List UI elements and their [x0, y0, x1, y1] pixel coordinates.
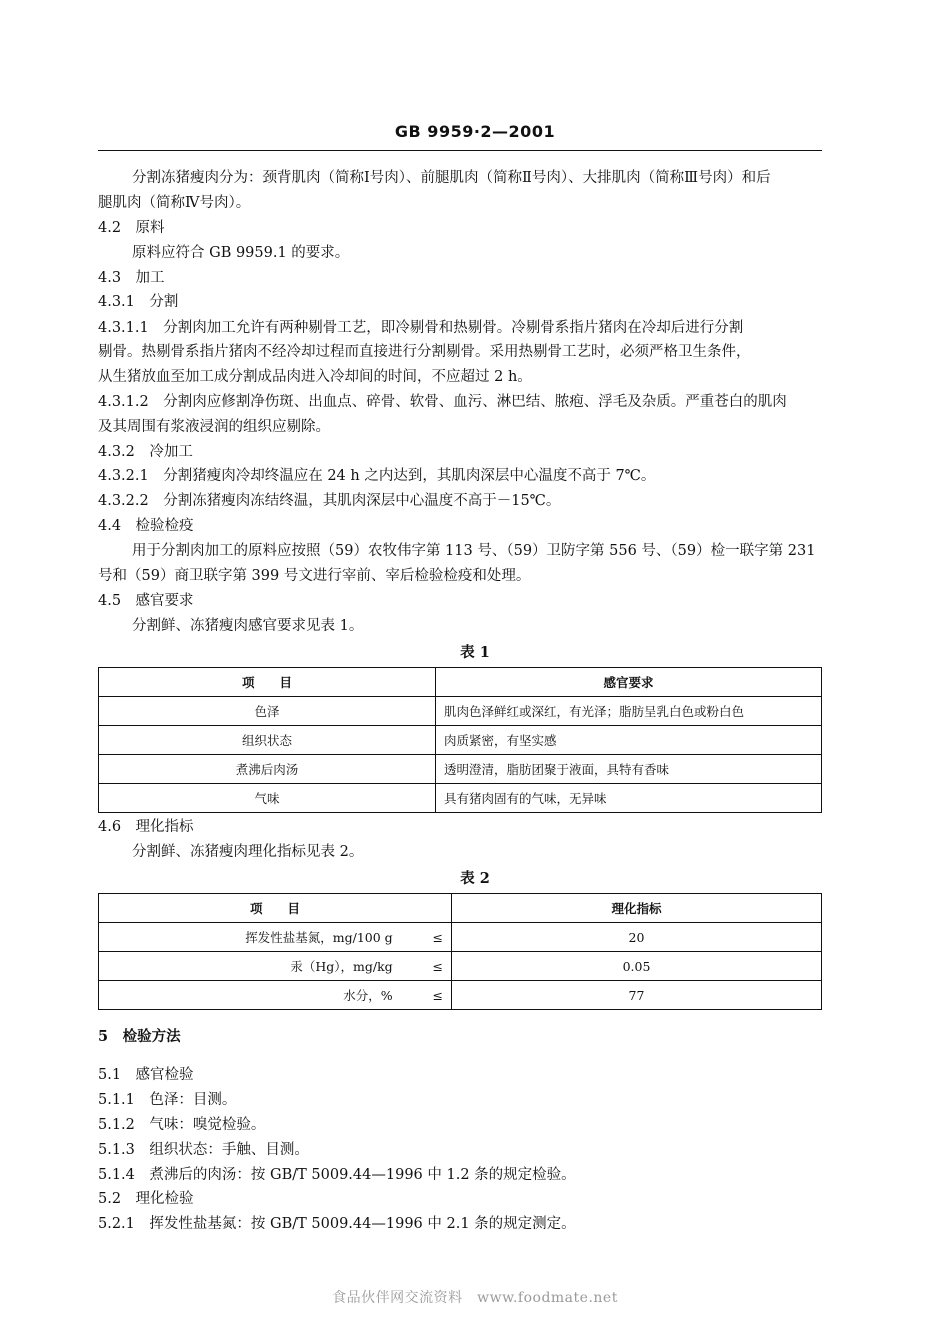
table-cell: 组织状态 — [99, 726, 436, 755]
table-header-cell: 项 目 — [99, 668, 436, 697]
table-cell: 煮沸后肉汤 — [99, 755, 436, 784]
section-heading: 4.4 检验检疫 — [98, 518, 194, 534]
table1-sensory — [98, 667, 822, 813]
section-heading: 4.3.2 冷加工 — [98, 444, 193, 460]
section-heading: 5.1 感官检验 — [98, 1067, 194, 1083]
section-heading: 4.6 理化指标 — [98, 819, 194, 835]
table-row — [99, 755, 822, 784]
table-cell: 20 — [452, 923, 822, 952]
table-cell: 77 — [452, 981, 822, 1010]
footer-watermark: 食品伙伴网交流资料 www.foodmate.net — [332, 1290, 618, 1306]
paragraph-line: 分割冻猪瘦肉分为：颈背肌肉（简称Ⅰ号肉）、前腿肌肉（简称Ⅱ号肉）、大排肌肉（简称Ⅲ号肉）和后 — [132, 170, 771, 186]
standard-code: GB 9959·2—2001 — [394, 122, 556, 141]
section-heading: 5 检验方法 — [98, 1028, 181, 1045]
table-cell: ≤ — [401, 923, 452, 952]
paragraph-line: 5.1.1 色泽：目测。 — [98, 1092, 237, 1108]
table2-caption: 表 2 — [460, 870, 490, 887]
paragraph-line: 5.1.3 组织状态：手触、目测。 — [98, 1142, 309, 1158]
table-row — [99, 923, 822, 952]
table2-physicochemical — [98, 893, 822, 1010]
table-cell: 汞（Hg），mg/kg — [99, 952, 401, 981]
section-heading: 4.2 原料 — [98, 220, 165, 236]
table-cell: 具有猪肉固有的气味，无异味 — [436, 784, 822, 813]
table1-caption: 表 1 — [460, 644, 490, 661]
table-cell: 气味 — [99, 784, 436, 813]
table-cell: ≤ — [401, 952, 452, 981]
header-divider — [98, 150, 822, 151]
table-header-cell: 项 目 — [99, 894, 452, 923]
paragraph-line: 原料应符合 GB 9959.1 的要求。 — [132, 245, 350, 261]
table-cell: 肉质紧密，有坚实感 — [436, 726, 822, 755]
paragraph-line: 4.3.2.1 分割猪瘦肉冷却终温应在 24 h 之内达到，其肌肉深层中心温度不高于 7℃。 — [98, 468, 656, 484]
table-cell: 水分，% — [99, 981, 401, 1010]
section-heading: 4.3 加工 — [98, 270, 165, 286]
table-row — [99, 697, 822, 726]
table-header-cell: 感官要求 — [436, 668, 822, 697]
paragraph-line: 4.3.1.1 分割肉加工允许有两种剔骨工艺，即冷剔骨和热剔骨。冷剔骨系指片猪肉在冷却后进行分割 — [98, 320, 744, 336]
paragraph-line: 分割鲜、冻猪瘦肉理化指标见表 2。 — [132, 844, 364, 860]
section-heading: 5.2 理化检验 — [98, 1191, 194, 1207]
table-header-cell: 理化指标 — [452, 894, 822, 923]
table-cell: 肌肉色泽鲜红或深红，有光泽；脂肪呈乳白色或粉白色 — [436, 697, 822, 726]
paragraph-line: 剔骨。热剔骨系指片猪肉不经冷却过程而直接进行分割剔骨。采用热剔骨工艺时，必须严格卫生条件， — [98, 344, 751, 360]
table-row — [99, 726, 822, 755]
paragraph-line: 5.1.2 气味：嗅觉检验。 — [98, 1117, 266, 1133]
paragraph-line: 从生猪放血至加工成分割成品肉进入冷却间的时间，不应超过 2 h。 — [98, 369, 532, 385]
section-heading: 4.3.1 分割 — [98, 294, 179, 310]
paragraph-line: 及其周围有浆液浸润的组织应剔除。 — [98, 419, 330, 435]
table-row — [99, 784, 822, 813]
paragraph-line: 5.2.1 挥发性盐基氮：按 GB/T 5009.44—1996 中 2.1 条的规定测定。 — [98, 1216, 576, 1232]
table-header-row — [99, 668, 822, 697]
table-cell: 色泽 — [99, 697, 436, 726]
paragraph-line: 分割鲜、冻猪瘦肉感官要求见表 1。 — [132, 618, 364, 634]
table-cell: 挥发性盐基氮，mg/100 g — [99, 923, 401, 952]
paragraph-line: 5.1.4 煮沸后的肉汤：按 GB/T 5009.44—1996 中 1.2 条的规定检验。 — [98, 1167, 576, 1183]
paragraph-line: 4.3.1.2 分割肉应修割净伤斑、出血点、碎骨、软骨、血污、淋巴结、脓疱、浮毛及杂质。严重苍白的肌肉 — [98, 394, 787, 410]
table-row — [99, 952, 822, 981]
table-cell: 透明澄清，脂肪团聚于液面，具特有香味 — [436, 755, 822, 784]
table-cell: 0.05 — [452, 952, 822, 981]
paragraph-line: 用于分割肉加工的原料应按照（59）农牧伟字第 113 号、（59）卫防字第 556 号、（59）检一联字第 231 — [132, 543, 816, 559]
paragraph-line: 腿肌肉（简称Ⅳ号肉）。 — [98, 195, 251, 211]
table-cell: ≤ — [401, 981, 452, 1010]
paragraph-line: 号和（59）商卫联字第 399 号文进行宰前、宰后检验检疫和处理。 — [98, 568, 531, 584]
table-row — [99, 981, 822, 1010]
paragraph-line: 4.3.2.2 分割冻猪瘦肉冻结终温，其肌肉深层中心温度不高于－15℃。 — [98, 493, 561, 509]
section-heading: 4.5 感官要求 — [98, 593, 194, 609]
table-header-row — [99, 894, 822, 923]
